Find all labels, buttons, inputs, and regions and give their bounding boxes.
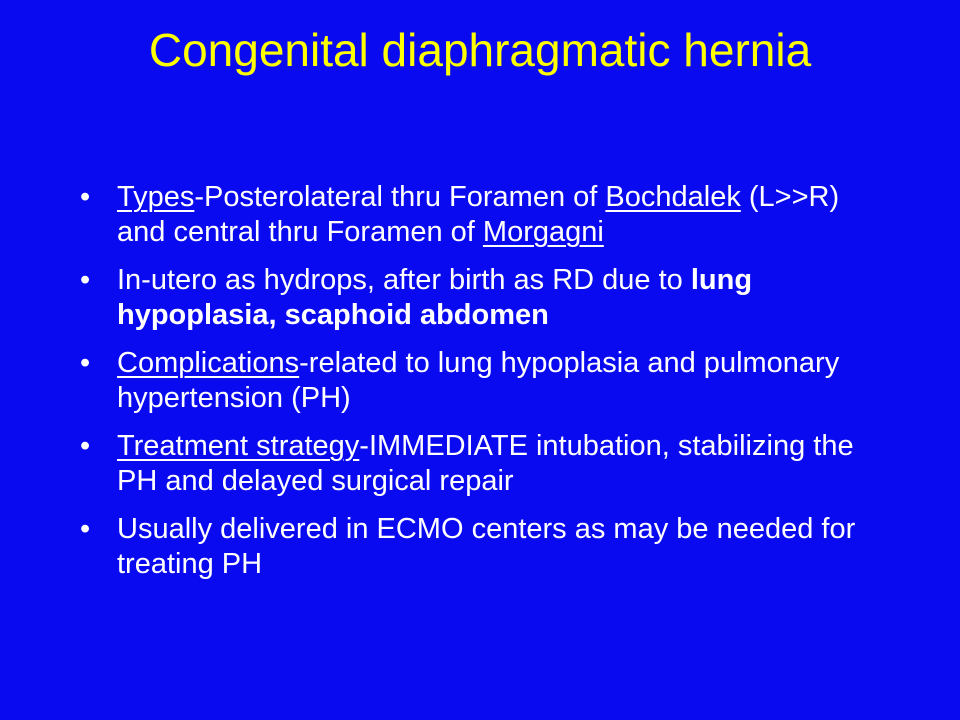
bullet-marker: • — [80, 347, 91, 379]
bullet-text-segment: Types — [117, 181, 195, 213]
bullet-item — [80, 263, 880, 333]
bullet-text-segment: In-utero as hydrops, after birth as RD due to — [117, 264, 691, 296]
bullet-item — [80, 180, 880, 250]
slide-title: Congenital diaphragmatic hernia — [148, 24, 812, 76]
bullet-text-segment: Treatment strategy — [117, 430, 360, 462]
bullet-text-segment: -Posterolateral thru Foramen of — [194, 181, 606, 213]
bullet-text-segment: Usually delivered in ECMO centers as may be needed for treating PH — [117, 513, 856, 580]
bullet-text-segment: -IMMEDIATE intubation, stabilizing the PH and delayed surgical repair — [117, 430, 854, 497]
bullet-marker: • — [80, 513, 91, 545]
bullet-text-segment: -related to lung hypoplasia and pulmonary hypertension (PH) — [117, 347, 840, 414]
bullet-marker: • — [80, 181, 91, 213]
bullet-item — [80, 512, 880, 582]
bullet-item — [80, 429, 880, 499]
bullet-text-segment: (L>>R) and central thru Foramen of — [117, 181, 840, 248]
bullet-marker: • — [80, 430, 91, 462]
bullet-marker: • — [80, 264, 91, 296]
bullet-item — [80, 346, 880, 416]
bullet-text-segment: Bochdalek — [605, 181, 741, 213]
bullet-list — [80, 180, 880, 595]
bullet-text-segment: Complications — [117, 347, 300, 379]
bullet-text-segment: lung hypoplasia, scaphoid abdomen — [117, 264, 753, 331]
bullet-text-segment: Morgagni — [482, 216, 604, 248]
